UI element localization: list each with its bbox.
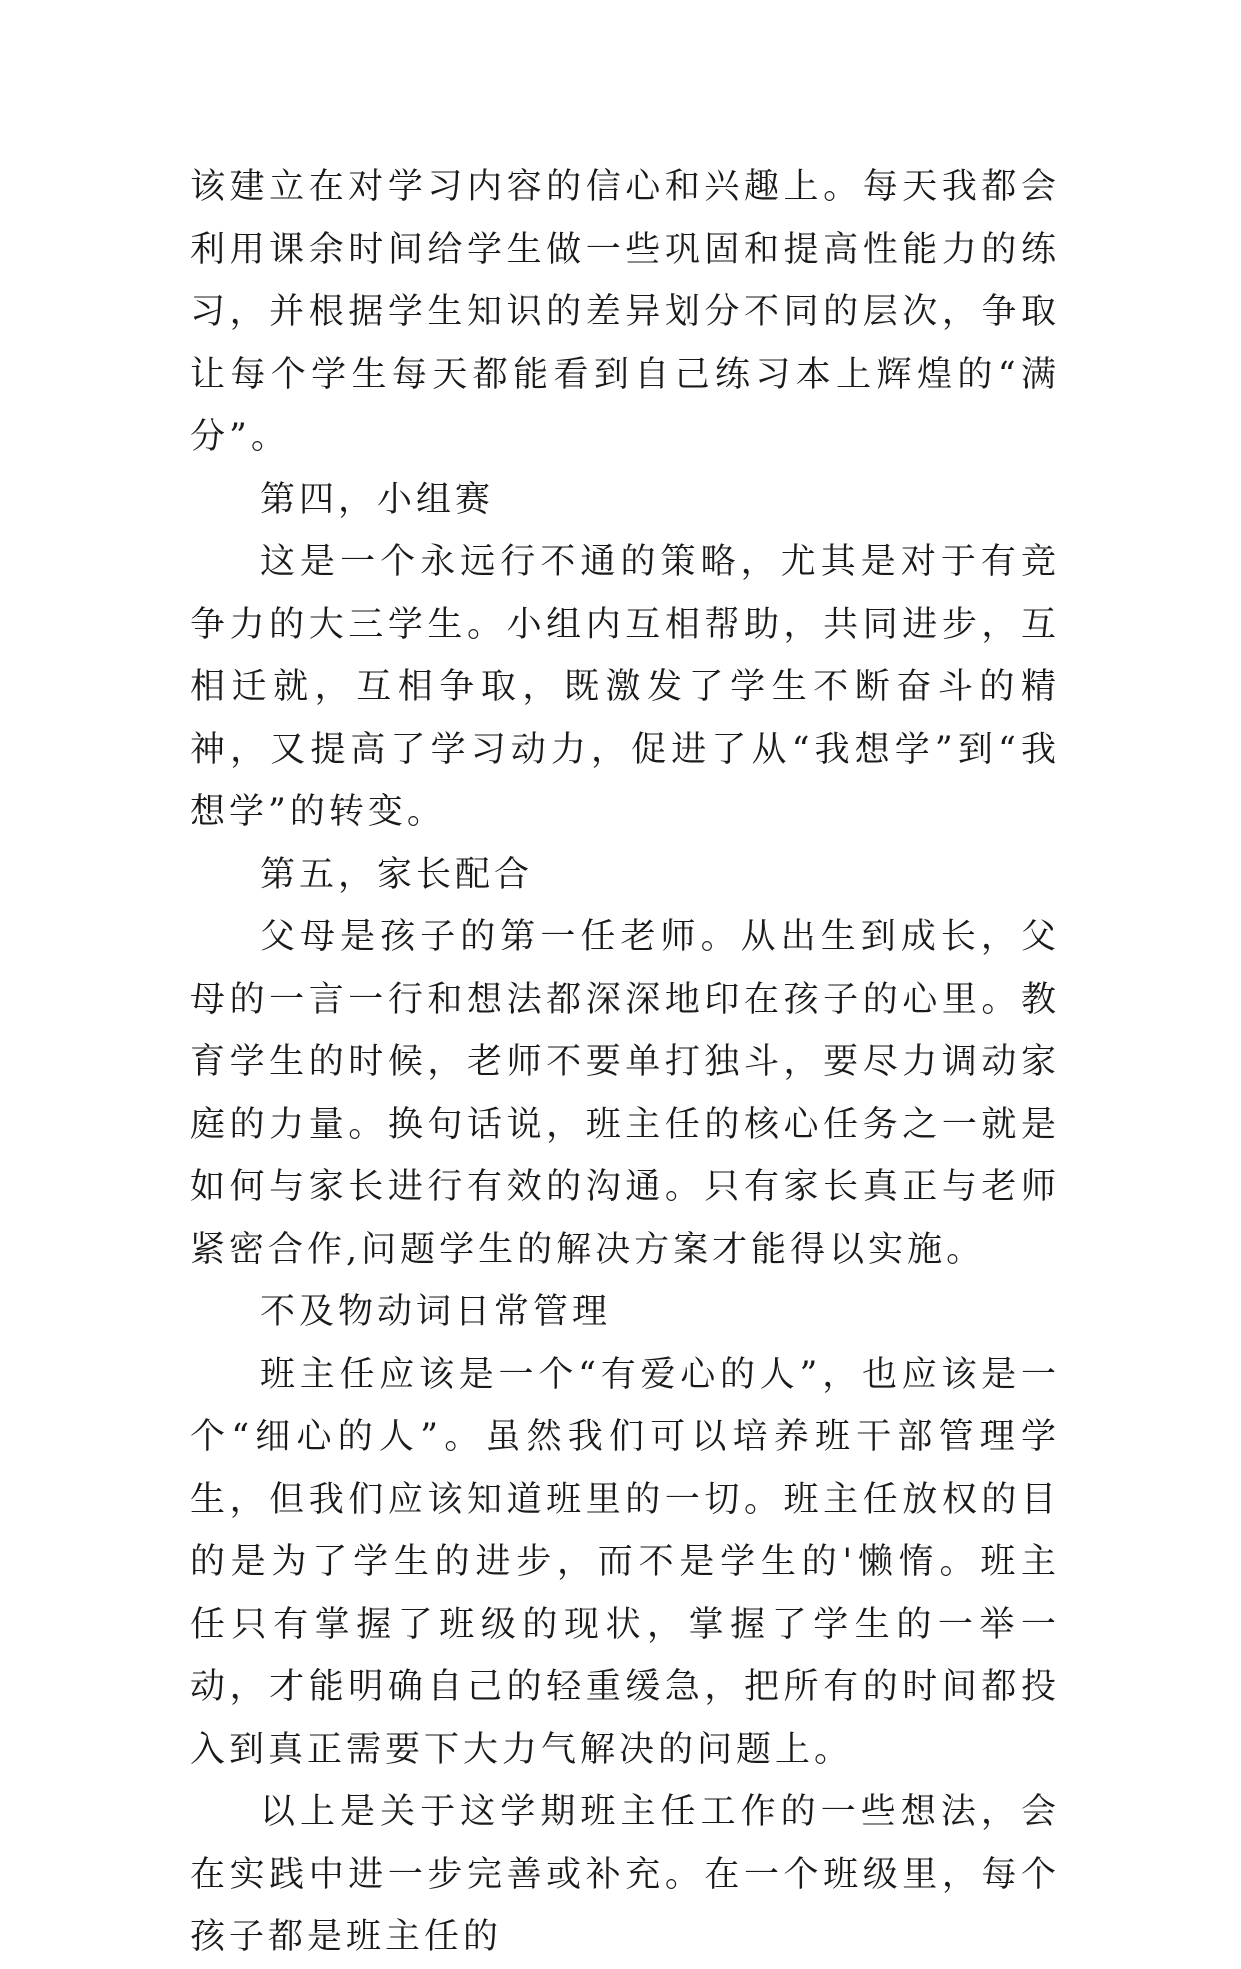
paragraph-group-competition: 这是一个永远行不通的策略，尤其是对于有竞争力的大三学生。小组内互相帮助，共同进步，互相迁就，互相争取，既激发了学生不断奋斗的精神，又提高了学习动力，促进了从“我想学”到“我想学”的转变。 <box>190 542 1060 832</box>
paragraph-closing: 以上是关于这学期班主任工作的一些想法，会在实践中进一步完善或补充。在一个班级里，每个孩子都是班主任的 <box>190 1792 1060 1957</box>
paragraph-parent-cooperation: 父母是孩子的第一任老师。从出生到成长，父母的一言一行和想法都深深地印在孩子的心里。教育学生的时候，老师不要单打独斗，要尽力调动家庭的力量。换句话说，班主任的核心任务之一就是如何与家长进行有效的沟通。只有家长真正与老师紧密合作,问题学生的解决方案才能得以实施。 <box>190 917 1060 1270</box>
paragraph-daily-management: 班主任应该是一个“有爱心的人”，也应该是一个“细心的人”。虽然我们可以培养班干部管理学生，但我们应该知道班里的一切。班主任放权的目的是为了学生的进步，而不是学生的'懒惰。班主任只有掌握了班级的现状，掌握了学生的一举一动，才能明确自己的轻重缓急，把所有的时间都投入到真正需要下大力气解决的问题上。 <box>190 1354 1060 1770</box>
document-body <box>190 156 1060 1969</box>
section-heading-parent-cooperation: 第五，家长配合 <box>260 854 534 895</box>
paragraph-continuation: 该建立在对学习内容的信心和兴趣上。每天我都会利用课余时间给学生做一些巩固和提高性能力的练习，并根据学生知识的差异划分不同的层次，争取让每个学生每天都能看到自己练习本上辉煌的“满分”。 <box>190 167 1060 457</box>
section-heading-group-competition: 第四，小组赛 <box>260 479 495 520</box>
section-heading-daily-management: 不及物动词日常管理 <box>260 1292 612 1332</box>
